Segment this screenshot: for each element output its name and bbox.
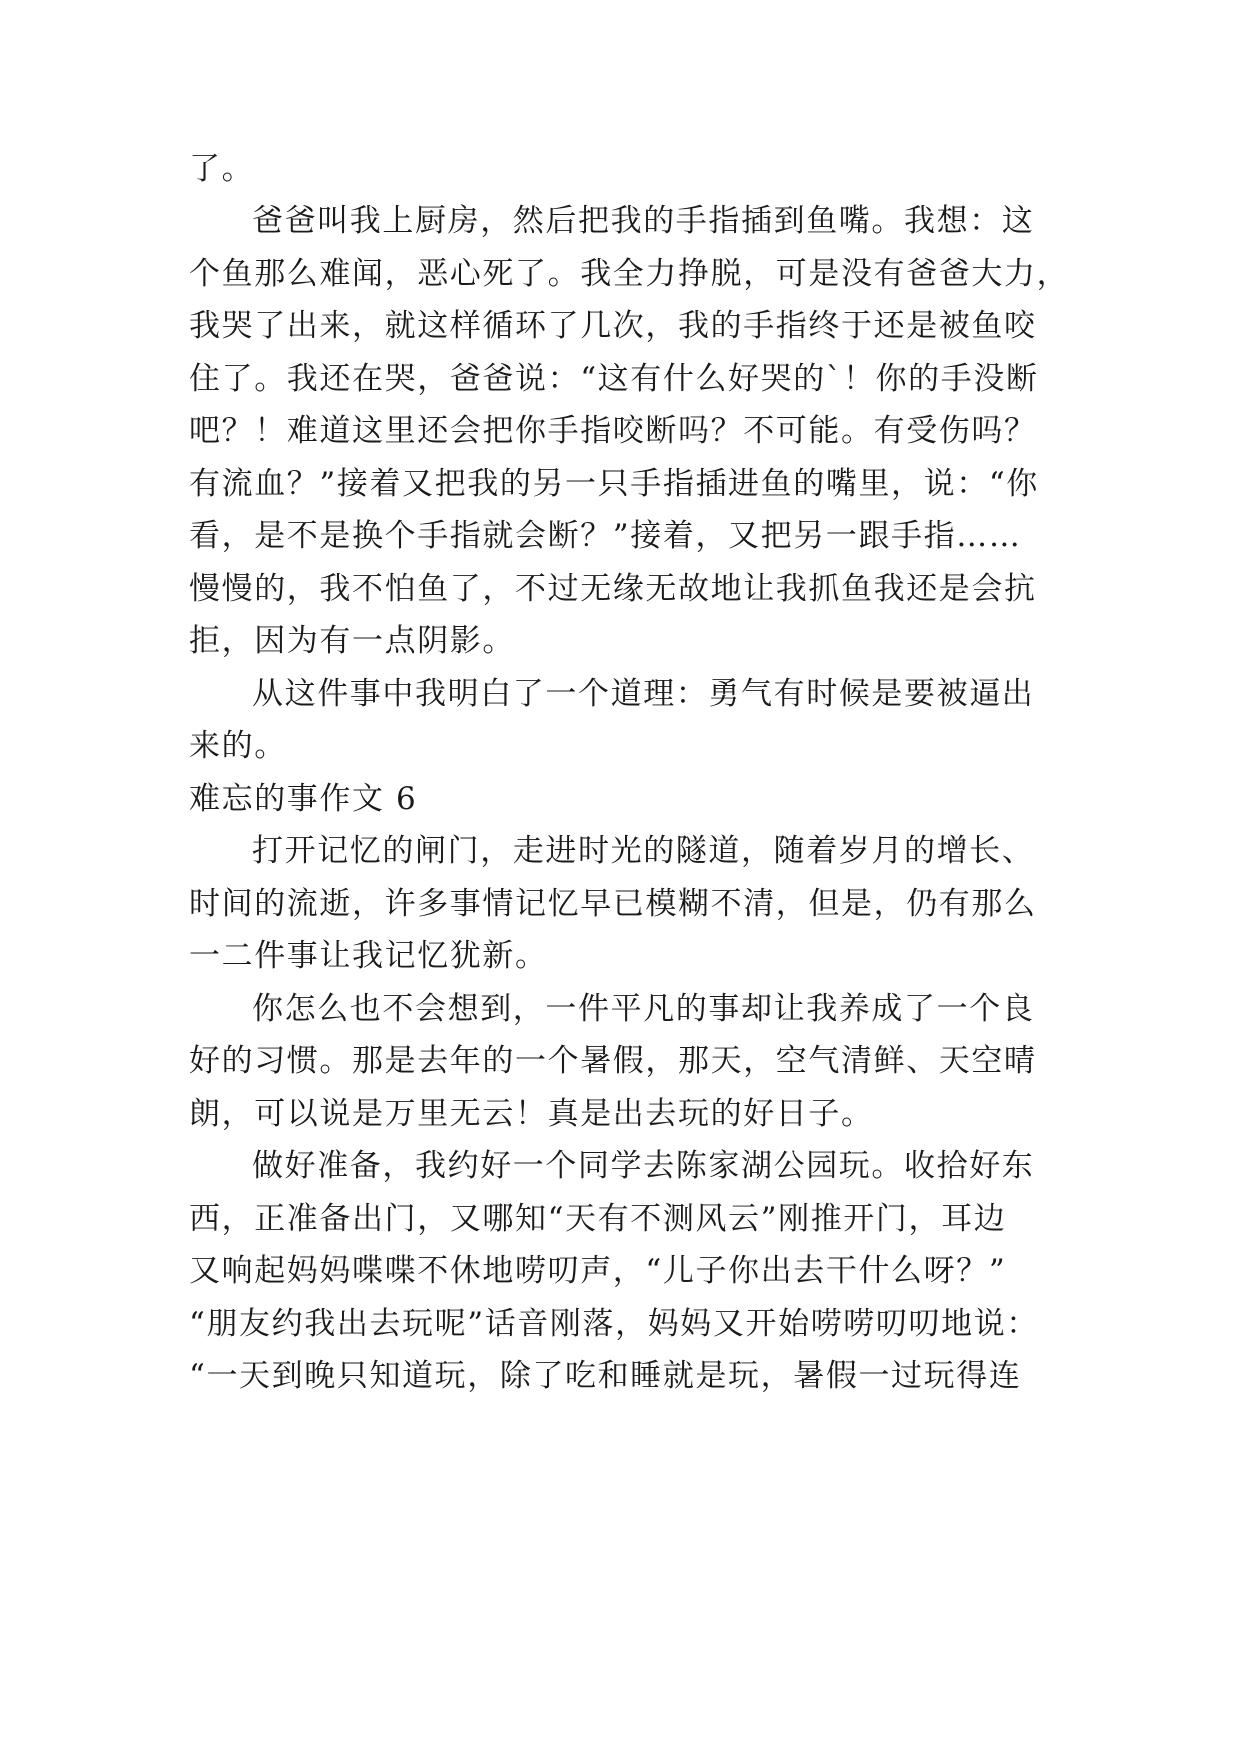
text-line: 又响起妈妈喋喋不休地唠叨声，“儿子你出去干什么呀？” xyxy=(189,1253,1007,1289)
text-line: 拒，因为有一点阴影。 xyxy=(189,623,515,659)
text-line: 一二件事让我记忆犹新。 xyxy=(189,938,548,974)
text-line: 了。 xyxy=(189,151,255,187)
text-line: 住了。我还在哭，爸爸说：“这有什么好哭的`！你的手没断 xyxy=(189,361,1039,397)
text-line: “一天到晚只知道玩，除了吃和睡就是玩，暑假一过玩得连 xyxy=(189,1358,1022,1394)
text-line: 看，是不是换个手指就会断？”接着，又把另一跟手指…… xyxy=(189,518,1022,554)
text-line: 有流血？”接着又把我的另一只手指插进鱼的嘴里，说：“你 xyxy=(189,466,1039,502)
text-line: 好的习惯。那是去年的一个暑假，那天，空气清鲜、天空晴 xyxy=(189,1043,1037,1079)
text-line: 朗，可以说是万里无云！真是出去玩的好日子。 xyxy=(189,1096,874,1132)
text-line: 个鱼那么难闻，恶心死了。我全力挣脱，可是没有爸爸大力， xyxy=(189,256,1070,292)
paragraph-first-line: 打开记忆的闸门，走进时光的隧道，随着岁月的增长、 xyxy=(252,833,1035,869)
paragraph-first-line: 你怎么也不会想到，一件平凡的事却让我养成了一个良 xyxy=(252,991,1035,1027)
text-line: 时间的流逝，许多事情记忆早已模糊不清，但是，仍有那么 xyxy=(189,886,1037,922)
text-line: 吧？！难道这里还会把你手指咬断吗？不可能。有受伤吗？ xyxy=(189,413,1037,449)
text-line: 我哭了出来，就这样循环了几次，我的手指终于还是被鱼咬 xyxy=(189,308,1037,344)
paragraph-first-line: 从这件事中我明白了一个道理：勇气有时候是要被逼出 xyxy=(252,676,1035,712)
paragraph-first-line: 做好准备，我约好一个同学去陈家湖公园玩。收拾好东 xyxy=(252,1148,1035,1184)
paragraph-first-line: 爸爸叫我上厨房，然后把我的手指插到鱼嘴。我想：这 xyxy=(252,203,1035,239)
text-line: 来的。 xyxy=(189,728,287,764)
text-line: 慢慢的，我不怕鱼了，不过无缘无故地让我抓鱼我还是会抗 xyxy=(189,571,1037,607)
section-heading: 难忘的事作文 6 xyxy=(189,781,418,817)
text-line: “朋友约我出去玩呢”话音刚落，妈妈又开始唠唠叨叨地说： xyxy=(189,1306,1039,1342)
text-line: 西，正准备出门，又哪知“天有不测风云”刚推开门，耳边 xyxy=(189,1201,1007,1237)
